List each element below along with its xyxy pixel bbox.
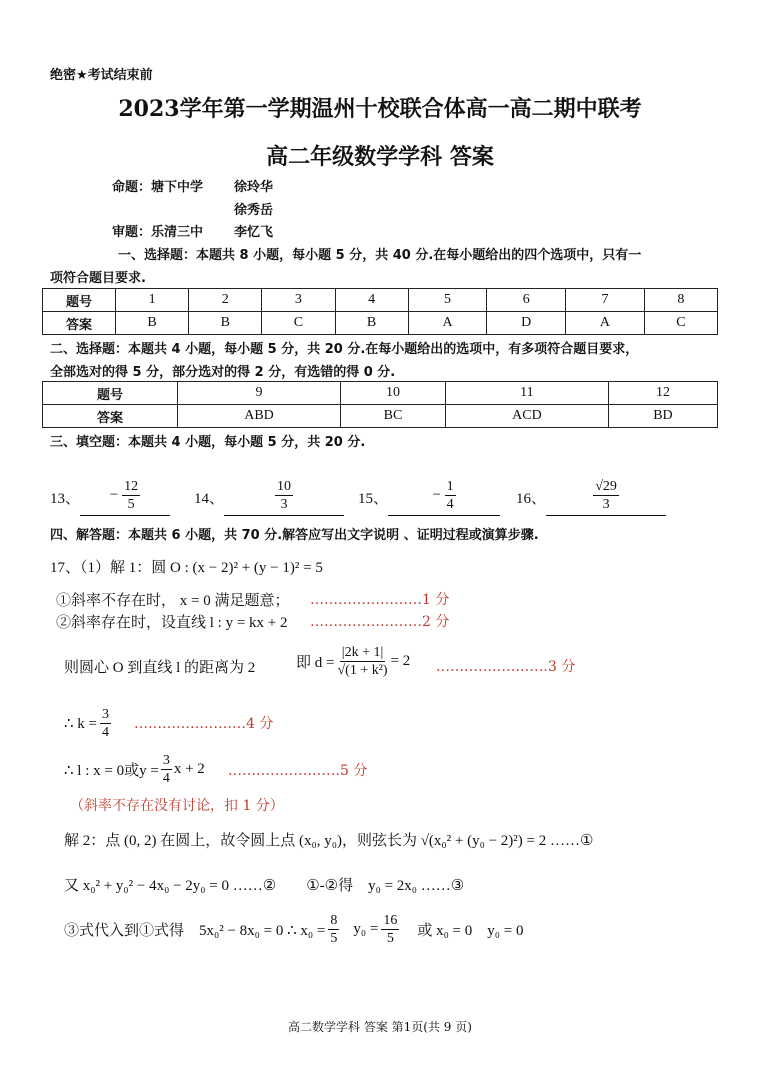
table-cell: 11 xyxy=(445,382,608,405)
q17-distance-text: 则圆心 O 到直线 l 的距离为 2 xyxy=(64,660,256,676)
q13-sign: − xyxy=(109,486,119,503)
proposer-name-1: 徐玲华 xyxy=(234,180,274,195)
table-cell: 8 xyxy=(644,289,717,312)
q17-k-denominator: 4 xyxy=(102,725,110,740)
table-cell: A xyxy=(566,312,645,335)
q17-solution2-intro: 解 2：点 (0, 2) 在圆上，故令圆上点 (x₀, y₀)，则弦长为 √(x₀² + (y₀ − 2)²) = 2 ……① xyxy=(64,833,594,849)
q17-line-fraction xyxy=(161,752,172,787)
q17-x0-lhs: ③式代入到①式得 5x₀² − 8x₀ = 0 ∴ x₀ = xyxy=(64,923,326,939)
q17-score-2: ……………………2 分 xyxy=(310,614,450,630)
section1-heading-line1: 一、选择题：本题共 8 小题，每小题 5 分，共 40 分.在每小题给出的四个选项中，只有一 xyxy=(118,248,642,263)
section3-heading: 三、填空题：本题共 4 小题，每小题 5 分，共 20 分. xyxy=(50,435,366,450)
q15-sign: − xyxy=(432,486,441,503)
table-cell: ACD xyxy=(445,405,608,428)
q13-answer xyxy=(80,478,170,516)
table-cell: 10 xyxy=(340,382,445,405)
table-cell: 6 xyxy=(487,289,566,312)
table-cell: 4 xyxy=(335,289,408,312)
q15-numerator: 1 xyxy=(446,479,454,494)
page-subtitle: 高二年级数学学科 答案 xyxy=(266,144,494,170)
table-cell: 12 xyxy=(608,382,717,405)
table-row xyxy=(43,312,718,335)
q15-answer xyxy=(388,478,500,516)
q17-y0-denominator: 5 xyxy=(386,931,394,946)
q16-fraction xyxy=(593,478,619,513)
fill-blank-answers xyxy=(50,478,666,516)
table-cell: C xyxy=(262,312,335,335)
table-row xyxy=(43,382,718,405)
q17-x0-denominator: 5 xyxy=(330,931,338,946)
table-cell: 9 xyxy=(178,382,341,405)
page-title: 2023学年第一学期温州十校联合体高一高二期中联考 xyxy=(118,96,642,122)
table-cell: BC xyxy=(340,405,445,428)
section1-heading-line2: 项符合题目要求. xyxy=(50,271,146,286)
table-cell: B xyxy=(116,312,189,335)
q17-k-value xyxy=(64,706,111,741)
q14-fraction xyxy=(275,478,293,513)
q13-denominator: 5 xyxy=(127,497,135,512)
q17-solution2-step3 xyxy=(64,912,523,947)
q17-solution1-intro: 17、（1）解 1：圆 O : (x − 2)² + (y − 1)² = 5 xyxy=(50,560,323,576)
q13-fraction xyxy=(122,478,140,513)
table-cell: A xyxy=(408,312,487,335)
confidential-note: 绝密★考试结束前 xyxy=(50,68,153,83)
table-cell: 3 xyxy=(262,289,335,312)
section2-heading-line2: 全部选对的得 5 分，部分选对的得 2 分，有选错的得 0 分. xyxy=(50,365,396,380)
q14-numerator: 10 xyxy=(277,479,292,494)
q14-answer xyxy=(224,478,344,516)
q17-score-5: ……………………5 分 xyxy=(228,763,368,779)
q17-line-equations xyxy=(64,752,205,787)
table-row xyxy=(43,289,718,312)
table-row xyxy=(43,405,718,428)
q17-line-numerator: 3 xyxy=(162,753,170,768)
table-cell: 答案 xyxy=(43,312,116,335)
q17-x0-numerator: 8 xyxy=(330,913,338,928)
table-cell: 题号 xyxy=(43,382,178,405)
q17-solution2-step2: 又 x₀² + y₀² − 4x₀ − 2y₀ = 0 ……② ①-②得 y₀ = 2x₀ ……③ xyxy=(64,878,465,894)
q17-case1: ①斜率不存在时， x = 0 满足题意； xyxy=(56,593,290,609)
q16-answer xyxy=(546,478,666,516)
proposer-label: 命题：塘下中学 xyxy=(112,180,204,195)
table-cell: 1 xyxy=(116,289,189,312)
q17-score-4: ……………………4 分 xyxy=(134,716,274,732)
proposer-name-2: 徐秀岳 xyxy=(234,203,274,218)
page-footer: 高二数学学科 答案 第1页(共 9 页) xyxy=(288,1020,472,1034)
q17-k-lhs: ∴ k = xyxy=(64,716,98,732)
table-cell: D xyxy=(487,312,566,335)
table-cell: 5 xyxy=(408,289,487,312)
q17-line-rhs: x + 2 xyxy=(173,761,205,777)
q16-denominator: 3 xyxy=(602,497,610,512)
q17-zero-solution: 或 x₀ = 0 y₀ = 0 xyxy=(417,923,524,939)
q15-label: 15、 xyxy=(358,490,389,507)
q17-y0-numerator: 16 xyxy=(383,913,398,928)
table-cell: ABD xyxy=(178,405,341,428)
q17-distance-numerator: |2k + 1| xyxy=(341,645,384,660)
q16-numerator: √29 xyxy=(595,479,617,494)
table-cell: B xyxy=(189,312,262,335)
q13-label: 13、 xyxy=(50,490,81,507)
q17-x0-fraction xyxy=(328,912,339,947)
reviewer-name: 李忆飞 xyxy=(234,225,274,240)
section1-answer-table xyxy=(42,288,718,335)
q17-line-denominator: 4 xyxy=(162,771,170,786)
q16-label: 16、 xyxy=(516,490,547,507)
q17-k-fraction xyxy=(100,706,111,741)
q17-score-1: ……………………1 分 xyxy=(310,592,450,608)
q17-score-3: ……………………3 分 xyxy=(436,659,576,675)
q17-distance-denominator: √(1 + k²) xyxy=(337,663,388,678)
table-cell: 2 xyxy=(189,289,262,312)
q15-denominator: 4 xyxy=(446,497,454,512)
q17-distance-rhs: = 2 xyxy=(390,653,411,669)
table-cell: BD xyxy=(608,405,717,428)
q17-distance-fraction xyxy=(337,644,387,679)
table-cell: B xyxy=(335,312,408,335)
q17-deduction-note: （斜率不存在没有讨论，扣 1 分） xyxy=(70,798,284,814)
q13-numerator: 12 xyxy=(124,479,139,494)
q15-fraction xyxy=(445,478,456,513)
section2-answer-table xyxy=(42,381,718,428)
q17-y0-fraction xyxy=(381,912,399,947)
reviewer-label: 审题：乐清三中 xyxy=(112,225,204,240)
q17-distance-lhs: 即 d = xyxy=(296,655,335,671)
table-cell: 7 xyxy=(566,289,645,312)
q17-k-numerator: 3 xyxy=(102,707,110,722)
q14-label: 14、 xyxy=(194,490,225,507)
q17-case2: ②斜率存在时，设直线 l : y = kx + 2 xyxy=(56,615,288,631)
table-cell: 答案 xyxy=(43,405,178,428)
section4-heading: 四、解答题：本题共 6 小题，共 70 分.解答应写出文字说明 、证明过程或演算步骤. xyxy=(50,528,539,543)
q14-denominator: 3 xyxy=(280,497,288,512)
q17-distance-formula xyxy=(296,644,410,679)
q17-y0-lhs: y₀ = xyxy=(353,921,379,937)
section2-heading-line1: 二、选择题：本题共 4 小题，每小题 5 分，共 20 分.在每小题给出的选项中，有多项符合题目要求， xyxy=(50,342,639,357)
q17-line-lhs: ∴ l : x = 0或y = xyxy=(64,763,159,779)
table-cell: 题号 xyxy=(43,289,116,312)
table-cell: C xyxy=(644,312,717,335)
